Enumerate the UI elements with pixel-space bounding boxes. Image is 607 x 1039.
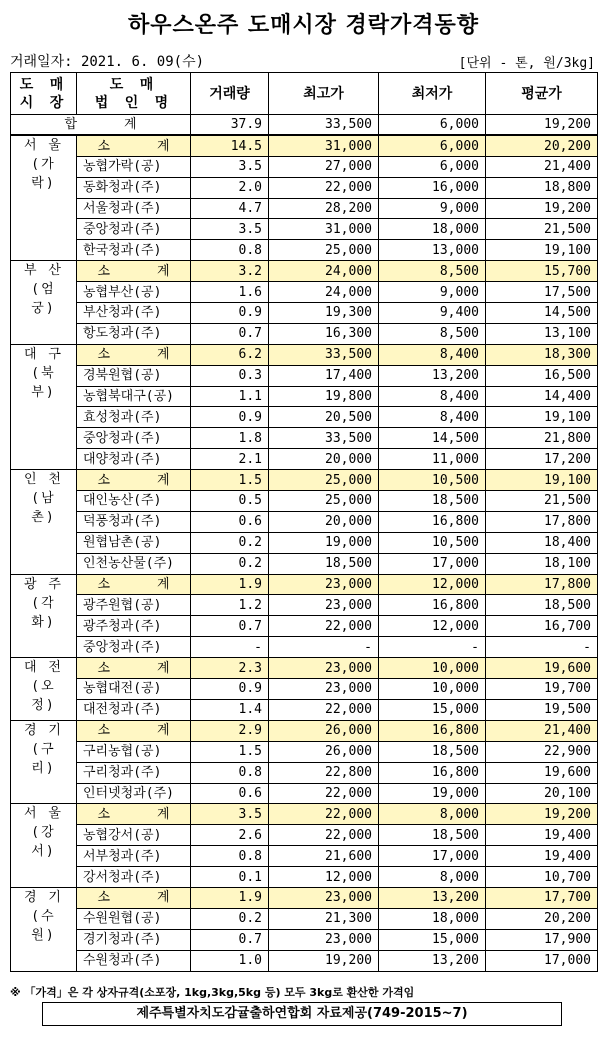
high-price-cell: 23,000 bbox=[269, 887, 379, 908]
low-price-cell: 8,000 bbox=[379, 804, 486, 825]
header-market: 도 매 시 장 bbox=[11, 73, 77, 115]
corp-name: 구리청과(주) bbox=[77, 762, 191, 783]
corp-name: 소 계 bbox=[77, 574, 191, 595]
low-price-cell: 8,400 bbox=[379, 386, 486, 407]
avg-price-cell: 18,800 bbox=[486, 177, 598, 198]
volume-cell: 0.9 bbox=[191, 407, 269, 428]
volume-cell: 0.8 bbox=[191, 240, 269, 261]
volume-cell: 2.3 bbox=[191, 658, 269, 679]
market-name: 부 산 (엄 궁) bbox=[11, 261, 77, 345]
volume-cell: 0.5 bbox=[191, 491, 269, 512]
volume-cell: 0.6 bbox=[191, 511, 269, 532]
high-price-cell: 22,000 bbox=[269, 177, 379, 198]
volume-cell: 3.5 bbox=[191, 156, 269, 177]
low-price-cell: 9,400 bbox=[379, 303, 486, 324]
low-price-cell: 13,200 bbox=[379, 887, 486, 908]
volume-cell: 2.0 bbox=[191, 177, 269, 198]
avg-price-cell: 21,500 bbox=[486, 219, 598, 240]
high-price-cell: 22,000 bbox=[269, 699, 379, 720]
high-price-cell: 24,000 bbox=[269, 282, 379, 303]
avg-price-cell: 19,600 bbox=[486, 762, 598, 783]
volume-cell: 6.2 bbox=[191, 344, 269, 365]
corp-name: 소 계 bbox=[77, 658, 191, 679]
low-price-cell: 10,000 bbox=[379, 658, 486, 679]
avg-price-cell: 19,200 bbox=[486, 804, 598, 825]
low-price-cell: 13,200 bbox=[379, 365, 486, 386]
high-price-cell: 25,000 bbox=[269, 491, 379, 512]
avg-price-cell: 16,500 bbox=[486, 365, 598, 386]
corp-name: 농협북대구(공) bbox=[77, 386, 191, 407]
low-price-cell: 10,500 bbox=[379, 532, 486, 553]
corp-name: 인터넷청과(주) bbox=[77, 783, 191, 804]
low-price-cell: 18,000 bbox=[379, 219, 486, 240]
high-price-cell: 12,000 bbox=[269, 867, 379, 888]
subtotal-row bbox=[11, 804, 598, 825]
table-row bbox=[11, 595, 598, 616]
low-price-cell: 16,800 bbox=[379, 720, 486, 741]
avg-price-cell: 21,400 bbox=[486, 720, 598, 741]
avg-price-cell: 17,800 bbox=[486, 511, 598, 532]
low-price-cell: 8,500 bbox=[379, 323, 486, 344]
corp-name: 광주원협(공) bbox=[77, 595, 191, 616]
avg-price-cell: 13,100 bbox=[486, 323, 598, 344]
avg-price-cell: 18,400 bbox=[486, 532, 598, 553]
corp-name: 중앙청과(주) bbox=[77, 219, 191, 240]
low-price-cell: 13,000 bbox=[379, 240, 486, 261]
corp-name: 농협가락(공) bbox=[77, 156, 191, 177]
low-price-cell: 11,000 bbox=[379, 449, 486, 470]
avg-price-cell: 19,100 bbox=[486, 470, 598, 491]
avg-price-cell: 22,900 bbox=[486, 741, 598, 762]
avg-price-cell: 20,200 bbox=[486, 135, 598, 156]
corp-name: 소 계 bbox=[77, 887, 191, 908]
subtotal-row bbox=[11, 261, 598, 282]
high-price-cell: 25,000 bbox=[269, 470, 379, 491]
low-price-cell: 12,000 bbox=[379, 574, 486, 595]
table-row bbox=[11, 699, 598, 720]
unit-label: [단위 - 톤, 원/3kg] bbox=[458, 56, 595, 71]
corp-name: 농협부산(공) bbox=[77, 282, 191, 303]
volume-cell: 0.7 bbox=[191, 929, 269, 950]
high-price-cell: 18,500 bbox=[269, 553, 379, 574]
table-row bbox=[11, 929, 598, 950]
corp-name: 소 계 bbox=[77, 344, 191, 365]
market-name: 서 울 (강 서) bbox=[11, 804, 77, 888]
subtotal-row bbox=[11, 135, 598, 156]
header-avg: 평균가 bbox=[486, 73, 598, 115]
low-price-cell: 8,400 bbox=[379, 344, 486, 365]
high-price-cell: 31,000 bbox=[269, 135, 379, 156]
total-label: 합 계 bbox=[11, 115, 191, 136]
avg-price-cell: 17,900 bbox=[486, 929, 598, 950]
high-price-cell: 20,000 bbox=[269, 449, 379, 470]
subtotal-row bbox=[11, 887, 598, 908]
high-price-cell: 31,000 bbox=[269, 219, 379, 240]
volume-cell: 1.2 bbox=[191, 595, 269, 616]
avg-price-cell: 19,200 bbox=[486, 198, 598, 219]
high-price-cell: 26,000 bbox=[269, 741, 379, 762]
high-price-cell: 27,000 bbox=[269, 156, 379, 177]
header-volume: 거래량 bbox=[191, 73, 269, 115]
volume-cell: 1.6 bbox=[191, 282, 269, 303]
avg-price-cell: 17,700 bbox=[486, 887, 598, 908]
volume-cell: - bbox=[191, 637, 269, 658]
table-row bbox=[11, 637, 598, 658]
total-row bbox=[11, 115, 598, 136]
high-price-cell: 23,000 bbox=[269, 658, 379, 679]
volume-cell: 1.9 bbox=[191, 574, 269, 595]
high-price-cell: 16,300 bbox=[269, 323, 379, 344]
table-row bbox=[11, 825, 598, 846]
low-price-cell: 9,000 bbox=[379, 198, 486, 219]
corp-name: 농협대전(공) bbox=[77, 679, 191, 700]
corp-name: 구리농협(공) bbox=[77, 741, 191, 762]
high-price-cell: 33,500 bbox=[269, 344, 379, 365]
table-row bbox=[11, 679, 598, 700]
high-price-cell: 28,200 bbox=[269, 198, 379, 219]
volume-cell: 4.7 bbox=[191, 198, 269, 219]
high-price-cell: 23,000 bbox=[269, 929, 379, 950]
low-price-cell: 10,000 bbox=[379, 679, 486, 700]
subtotal-row bbox=[11, 658, 598, 679]
high-price-cell: 23,000 bbox=[269, 679, 379, 700]
high-price-cell: 22,000 bbox=[269, 825, 379, 846]
corp-name: 중앙청과(주) bbox=[77, 637, 191, 658]
header-high: 최고가 bbox=[269, 73, 379, 115]
volume-cell: 2.1 bbox=[191, 449, 269, 470]
market-name: 인 천 (남 촌) bbox=[11, 470, 77, 574]
volume-cell: 3.5 bbox=[191, 219, 269, 240]
avg-price-cell: - bbox=[486, 637, 598, 658]
low-price-cell: 19,000 bbox=[379, 783, 486, 804]
total-low: 6,000 bbox=[379, 115, 486, 136]
high-price-cell: 23,000 bbox=[269, 574, 379, 595]
table-row bbox=[11, 303, 598, 324]
table-row bbox=[11, 616, 598, 637]
market-name: 광 주 (각 화) bbox=[11, 574, 77, 658]
volume-cell: 0.8 bbox=[191, 762, 269, 783]
low-price-cell: 13,200 bbox=[379, 950, 486, 971]
table-row bbox=[11, 219, 598, 240]
avg-price-cell: 17,800 bbox=[486, 574, 598, 595]
high-price-cell: 33,500 bbox=[269, 428, 379, 449]
corp-name: 중앙청과(주) bbox=[77, 428, 191, 449]
market-name: 경 기 (수 원) bbox=[11, 887, 77, 971]
low-price-cell: 8,400 bbox=[379, 407, 486, 428]
low-price-cell: 15,000 bbox=[379, 699, 486, 720]
volume-cell: 2.9 bbox=[191, 720, 269, 741]
table-row bbox=[11, 407, 598, 428]
price-table bbox=[10, 72, 598, 972]
volume-cell: 0.6 bbox=[191, 783, 269, 804]
table-row bbox=[11, 553, 598, 574]
market-name: 경 기 (구 리) bbox=[11, 720, 77, 804]
total-avg: 19,200 bbox=[486, 115, 598, 136]
high-price-cell: 17,400 bbox=[269, 365, 379, 386]
footnote: ※ 「가격」은 각 상자규격(소포장, 1kg,3kg,5kg 등) 모두 3kg로 환산한 가격임 bbox=[10, 986, 415, 999]
source-box: 제주특별자치도감귤출하연합회 자료제공(749-2015~7) bbox=[42, 1002, 562, 1026]
corp-name: 서부청과(주) bbox=[77, 846, 191, 867]
volume-cell: 1.8 bbox=[191, 428, 269, 449]
table-row bbox=[11, 282, 598, 303]
low-price-cell: 17,000 bbox=[379, 553, 486, 574]
high-price-cell: 21,600 bbox=[269, 846, 379, 867]
volume-cell: 0.7 bbox=[191, 616, 269, 637]
volume-cell: 1.5 bbox=[191, 741, 269, 762]
corp-name: 대양청과(주) bbox=[77, 449, 191, 470]
high-price-cell: 24,000 bbox=[269, 261, 379, 282]
corp-name: 효성청과(주) bbox=[77, 407, 191, 428]
avg-price-cell: 14,500 bbox=[486, 303, 598, 324]
low-price-cell: 17,000 bbox=[379, 846, 486, 867]
avg-price-cell: 19,100 bbox=[486, 407, 598, 428]
volume-cell: 0.2 bbox=[191, 553, 269, 574]
avg-price-cell: 19,700 bbox=[486, 679, 598, 700]
table-row bbox=[11, 950, 598, 971]
table-row bbox=[11, 177, 598, 198]
header-low: 최저가 bbox=[379, 73, 486, 115]
avg-price-cell: 16,700 bbox=[486, 616, 598, 637]
table-row bbox=[11, 240, 598, 261]
corp-name: 경기청과(주) bbox=[77, 929, 191, 950]
high-price-cell: 22,000 bbox=[269, 616, 379, 637]
high-price-cell: 20,500 bbox=[269, 407, 379, 428]
volume-cell: 1.5 bbox=[191, 470, 269, 491]
avg-price-cell: 19,600 bbox=[486, 658, 598, 679]
volume-cell: 1.0 bbox=[191, 950, 269, 971]
subtotal-row bbox=[11, 720, 598, 741]
corp-name: 소 계 bbox=[77, 261, 191, 282]
corp-name: 소 계 bbox=[77, 720, 191, 741]
high-price-cell: 19,200 bbox=[269, 950, 379, 971]
avg-price-cell: 19,400 bbox=[486, 825, 598, 846]
table-row bbox=[11, 532, 598, 553]
avg-price-cell: 17,500 bbox=[486, 282, 598, 303]
low-price-cell: 10,500 bbox=[379, 470, 486, 491]
table-row bbox=[11, 449, 598, 470]
low-price-cell: 16,800 bbox=[379, 511, 486, 532]
corp-name: 항도청과(주) bbox=[77, 323, 191, 344]
avg-price-cell: 21,500 bbox=[486, 491, 598, 512]
corp-name: 소 계 bbox=[77, 470, 191, 491]
market-name: 서 울 (가 락) bbox=[11, 135, 77, 260]
table-row bbox=[11, 365, 598, 386]
header-corp: 도 매 법 인 명 bbox=[77, 73, 191, 115]
avg-price-cell: 15,700 bbox=[486, 261, 598, 282]
subtotal-row bbox=[11, 470, 598, 491]
table-row bbox=[11, 198, 598, 219]
low-price-cell: 16,000 bbox=[379, 177, 486, 198]
subtotal-row bbox=[11, 344, 598, 365]
avg-price-cell: 14,400 bbox=[486, 386, 598, 407]
corp-name: 한국청과(주) bbox=[77, 240, 191, 261]
high-price-cell: 23,000 bbox=[269, 595, 379, 616]
high-price-cell: - bbox=[269, 637, 379, 658]
corp-name: 대인농산(주) bbox=[77, 491, 191, 512]
subtotal-row bbox=[11, 574, 598, 595]
corp-name: 수원원협(공) bbox=[77, 908, 191, 929]
low-price-cell: 6,000 bbox=[379, 135, 486, 156]
avg-price-cell: 19,100 bbox=[486, 240, 598, 261]
corp-name: 경북원협(공) bbox=[77, 365, 191, 386]
market-name: 대 구 (북 부) bbox=[11, 344, 77, 469]
volume-cell: 14.5 bbox=[191, 135, 269, 156]
low-price-cell: 18,000 bbox=[379, 908, 486, 929]
avg-price-cell: 21,400 bbox=[486, 156, 598, 177]
low-price-cell: 18,500 bbox=[379, 825, 486, 846]
trade-date: 거래일자: 2021. 6. 09(수) bbox=[10, 54, 205, 70]
corp-name: 덕풍청과(주) bbox=[77, 511, 191, 532]
volume-cell: 0.2 bbox=[191, 532, 269, 553]
low-price-cell: 18,500 bbox=[379, 491, 486, 512]
avg-price-cell: 17,200 bbox=[486, 449, 598, 470]
volume-cell: 0.2 bbox=[191, 908, 269, 929]
low-price-cell: 16,800 bbox=[379, 762, 486, 783]
low-price-cell: 9,000 bbox=[379, 282, 486, 303]
corp-name: 광주청과(주) bbox=[77, 616, 191, 637]
high-price-cell: 19,300 bbox=[269, 303, 379, 324]
volume-cell: 0.1 bbox=[191, 867, 269, 888]
avg-price-cell: 18,500 bbox=[486, 595, 598, 616]
high-price-cell: 19,800 bbox=[269, 386, 379, 407]
volume-cell: 0.8 bbox=[191, 846, 269, 867]
high-price-cell: 26,000 bbox=[269, 720, 379, 741]
volume-cell: 0.7 bbox=[191, 323, 269, 344]
low-price-cell: 16,800 bbox=[379, 595, 486, 616]
corp-name: 동화청과(주) bbox=[77, 177, 191, 198]
avg-price-cell: 19,500 bbox=[486, 699, 598, 720]
low-price-cell: 8,500 bbox=[379, 261, 486, 282]
table-row bbox=[11, 491, 598, 512]
page-title: 하우스온주 도매시장 경락가격동향 bbox=[127, 13, 480, 38]
volume-cell: 1.9 bbox=[191, 887, 269, 908]
volume-cell: 1.4 bbox=[191, 699, 269, 720]
high-price-cell: 22,000 bbox=[269, 804, 379, 825]
table-row bbox=[11, 323, 598, 344]
avg-price-cell: 21,800 bbox=[486, 428, 598, 449]
volume-cell: 3.2 bbox=[191, 261, 269, 282]
volume-cell: 1.1 bbox=[191, 386, 269, 407]
corp-name: 강서청과(주) bbox=[77, 867, 191, 888]
corp-name: 수원청과(주) bbox=[77, 950, 191, 971]
corp-name: 부산청과(주) bbox=[77, 303, 191, 324]
avg-price-cell: 18,300 bbox=[486, 344, 598, 365]
low-price-cell: 14,500 bbox=[379, 428, 486, 449]
low-price-cell: 8,000 bbox=[379, 867, 486, 888]
table-row bbox=[11, 428, 598, 449]
low-price-cell: - bbox=[379, 637, 486, 658]
low-price-cell: 12,000 bbox=[379, 616, 486, 637]
low-price-cell: 6,000 bbox=[379, 156, 486, 177]
corp-name: 농협강서(공) bbox=[77, 825, 191, 846]
table-row bbox=[11, 762, 598, 783]
corp-name: 소 계 bbox=[77, 804, 191, 825]
high-price-cell: 22,800 bbox=[269, 762, 379, 783]
avg-price-cell: 20,100 bbox=[486, 783, 598, 804]
volume-cell: 3.5 bbox=[191, 804, 269, 825]
volume-cell: 0.3 bbox=[191, 365, 269, 386]
avg-price-cell: 17,000 bbox=[486, 950, 598, 971]
corp-name: 서울청과(주) bbox=[77, 198, 191, 219]
table-row bbox=[11, 783, 598, 804]
table-row bbox=[11, 511, 598, 532]
table-row bbox=[11, 741, 598, 762]
corp-name: 소 계 bbox=[77, 135, 191, 156]
table-row bbox=[11, 156, 598, 177]
header-row bbox=[11, 73, 598, 115]
high-price-cell: 20,000 bbox=[269, 511, 379, 532]
low-price-cell: 18,500 bbox=[379, 741, 486, 762]
corp-name: 원협남촌(공) bbox=[77, 532, 191, 553]
corp-name: 대전청과(주) bbox=[77, 699, 191, 720]
high-price-cell: 22,000 bbox=[269, 783, 379, 804]
table-row bbox=[11, 386, 598, 407]
high-price-cell: 19,000 bbox=[269, 532, 379, 553]
high-price-cell: 25,000 bbox=[269, 240, 379, 261]
high-price-cell: 21,300 bbox=[269, 908, 379, 929]
avg-price-cell: 19,400 bbox=[486, 846, 598, 867]
market-name: 대 전 (오 정) bbox=[11, 658, 77, 721]
volume-cell: 0.9 bbox=[191, 303, 269, 324]
table-row bbox=[11, 867, 598, 888]
avg-price-cell: 20,200 bbox=[486, 908, 598, 929]
corp-name: 인천농산물(주) bbox=[77, 553, 191, 574]
low-price-cell: 15,000 bbox=[379, 929, 486, 950]
avg-price-cell: 10,700 bbox=[486, 867, 598, 888]
volume-cell: 0.9 bbox=[191, 679, 269, 700]
volume-cell: 2.6 bbox=[191, 825, 269, 846]
table-row bbox=[11, 846, 598, 867]
table-row bbox=[11, 908, 598, 929]
total-high: 33,500 bbox=[269, 115, 379, 136]
avg-price-cell: 18,100 bbox=[486, 553, 598, 574]
total-volume: 37.9 bbox=[191, 115, 269, 136]
